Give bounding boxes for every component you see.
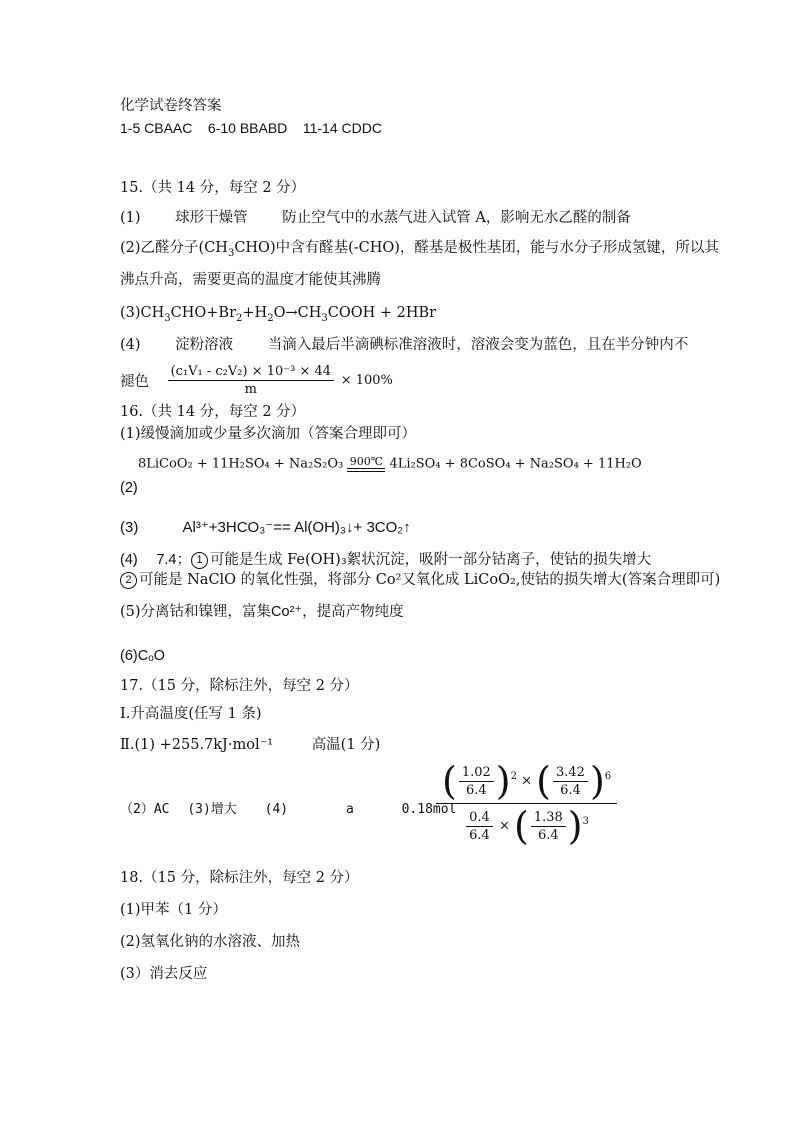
q17-part1: Ⅰ.升高温度(任写 1 条) [120,706,262,722]
q16-p5-ion: Co²⁺ [271,604,303,620]
choice-answers: 1-5 CBAAC 6-10 BBABD 11-14 CDDC [120,120,382,136]
q16-part6: (6)CₒO [120,648,165,664]
q15-p4-tail: 褪色 [120,374,149,390]
q16-part5 [120,602,404,622]
q15-p4-answer-a: 淀粉溶液 [175,337,234,353]
q17-part2 [120,735,380,755]
k-n2-den: 6.4 [560,782,581,798]
q16-part1: (1)缓慢滴加或少量多次滴加（答案合理即可） [120,426,417,442]
q17-row-e: 0.18mol [401,802,457,817]
q17-answers-row [120,800,456,820]
q16-eq-lhs: 8LiCoO₂ + 11H₂SO₄ + Na₂S₂O₃ [138,456,344,472]
q16-p4-value: 7.4； [156,552,192,568]
q17-row-b: (3)增大 [187,802,237,817]
circled-number-1: 1 [191,552,208,569]
q17-k-denominator: $\frac{0.4}{6.4}$ × ( $\frac{1.38}{6.4}$ )$^3$ [436,804,617,845]
q15-part4 [120,335,688,355]
q15-p1-num: (1) [120,210,141,226]
q15-part3: $(3)CH_3CHO+Br_2+H_2O\to CH_3COOH + 2HBr$ [120,305,437,324]
q15-formula [168,363,334,398]
q16-part4-line1 [120,550,651,570]
q15-p3-c: +H [242,305,268,321]
q15-p3-a: (3)CH [120,305,165,321]
q16-p3-num: (3) [120,519,139,536]
q16-heading: 16.（共 14 分，每空 2 分） [120,404,306,420]
q15-p3-d: O→CH [273,305,322,321]
k-n1-den: 6.4 [465,782,487,798]
q17-row-a: （2）AC [120,802,170,817]
q17-part2-a: Ⅱ.(1) +255.7kJ·mol⁻¹ [120,737,274,753]
q16-eq-rhs: 4Li₂SO₄ + 8CoSO₄ + Na₂SO₄ + 11H₂O [389,456,642,472]
q17-row-d: a [345,802,354,817]
q17-row-c: (4) [264,802,289,817]
q16-p4-line2: 可能是 NaClO 的氧化性强，将部分 Co²又氧化成 LiCoO₂,使钴的损失增大(答案合理即可) [139,572,721,588]
q15-part1 [120,208,631,228]
q17-k-fraction [436,759,617,848]
q15-p1-answer-b: 防止空气中的水蒸气进入试管 A，影响无水乙醛的制备 [282,210,631,226]
q16-part2-num: (2) [120,480,138,496]
q18-part2: (2)氢氧化钠的水溶液、加热 [120,934,301,950]
q15-formula-line [120,363,393,398]
q15-formula-numerator: (c₁V₁ - c₂V₂) × 10⁻³ × 44 [168,363,334,381]
q15-p2-suffix: CHO)中含有醛基(-CHO)，醛基是极性基团，能与水分子形成氢键，所以其 [234,240,719,256]
q16-eq-arrow [347,456,385,472]
q16-p4-line1: 可能是生成 Fe(OH)₃絮状沉淀，吸附一部分钴离子，使钴的损失增大 [210,552,652,568]
q16-part4-line2 [120,570,720,590]
q16-p3-equation: Al³⁺+3HCO₃⁻== Al(OH)₃↓+ 3CO₂↑ [182,519,411,536]
q18-heading: 18.（15 分，除标注外，每空 2 分） [120,870,359,886]
k-n2-exp: 6 [604,771,612,783]
q15-formula-denominator: m [244,382,257,397]
q15-formula-suffix: × 100% [340,373,393,388]
k-d2-den: 6.4 [537,827,559,843]
q15-p1-answer-a: 球形干燥管 [175,210,248,226]
k-n1-num: 1.02 [459,764,494,782]
q17-equilibrium-constant [436,759,617,848]
q15-p2-prefix: (2)乙醛分子(CH [120,240,228,256]
q16-p4-num: (4) [120,552,138,568]
circled-number-2: 2 [120,572,137,589]
k-d1-num: 0.4 [466,809,493,827]
q17-heading: 17.（15 分，除标注外，每空 2 分） [120,678,359,694]
q16-p5-a: (5)分离钴和镍锂，富集 [120,604,272,620]
doc-title: 化学试卷终答案 [120,98,222,114]
q15-part2-line2: 沸点升高，需要更高的温度才能使其沸腾 [120,272,381,288]
q16-part3 [120,518,411,538]
q15-p4-answer-b: 当滴入最后半滴碘标准溶液时，溶液会变为蓝色，且在半分钟内不 [267,337,689,353]
q15-p3-e: COOH + 2HBr [327,305,437,321]
q15-part2-line1: (2)乙醛分子$(CH_3CHO)$中含有醛基(-CHO)，醛基是极性基团，能与水分子形成氢键，所以其 [120,240,719,259]
q18-part1: (1)甲苯（1 分） [120,902,227,918]
q17-k-numerator: ( $\frac{1.02}{6.4}$ )$^2$ × ( $\frac{3.42}{6.4}$ )$^6$ [436,762,617,804]
q17-part2-b: 高温(1 分) [311,737,381,753]
q16-eq-condition: 900℃ [349,455,384,468]
k-d2-num: 1.38 [531,809,566,827]
k-d1-den: 6.4 [469,827,490,843]
q15-p3-b: CHO+Br [170,305,237,321]
q15-p4-num: (4) [120,337,141,353]
k-times-2: × [498,818,510,834]
q15-heading: 15.（共 14 分，每空 2 分） [120,180,306,196]
q18-part3: (3）消去反应 [120,966,208,982]
q16-p5-b: ，提高产物纯度 [302,604,404,620]
k-times-1: × [521,773,533,789]
k-n2-num: 3.42 [553,764,588,782]
k-d2-exp: 3 [582,816,589,828]
k-n1-exp: 2 [510,771,517,783]
q16-equation [138,456,642,472]
